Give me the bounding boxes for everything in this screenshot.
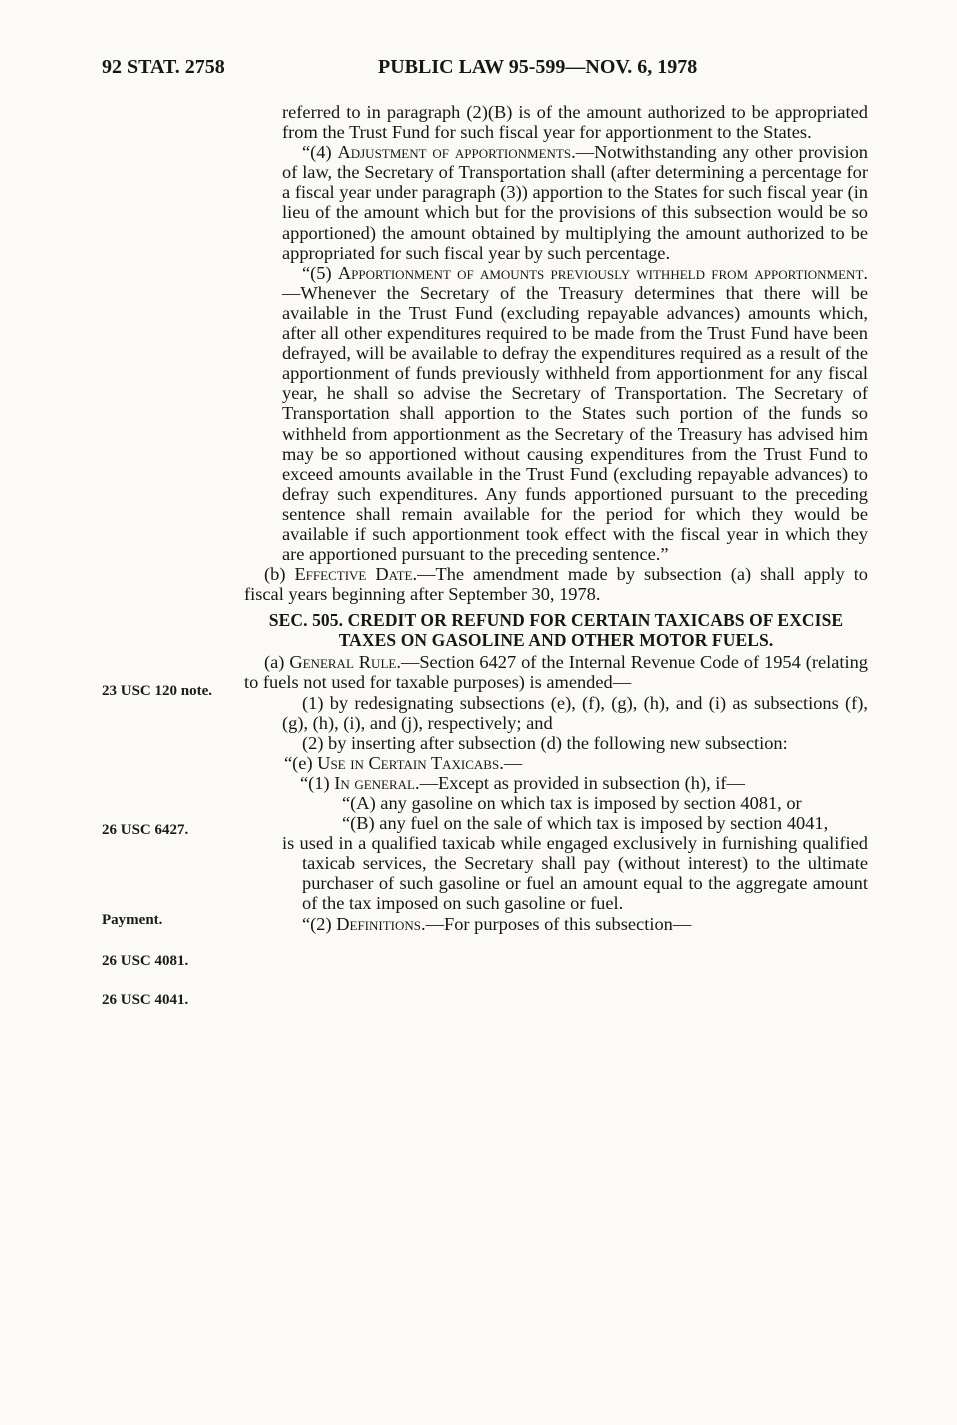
running-title: PUBLIC LAW 95-599—NOV. 6, 1978 <box>378 56 698 78</box>
paragraph-text: —Except as provided in subsection (h), if— <box>419 772 745 793</box>
subsection-heading: General Rule. <box>289 652 401 673</box>
margin-note-26-usc-6427: 26 USC 6427. <box>102 822 189 838</box>
paragraph-text: —For purposes of this subsection— <box>425 913 692 934</box>
paragraph-heading: Definitions. <box>336 913 426 934</box>
document-body <box>244 102 868 934</box>
paragraph-text: —Notwithstanding any other provision of law, the Secretary of Transportation shall (after determining a percentage for a fiscal year under paragraph (3)) apportion to the States for such fiscal year (in lieu of the amount which but for the provisions of this subsection would be so apportioned) the amount obtained by multiplying the amount authorized to be appropriated for such fiscal year by such percentage. <box>282 142 868 263</box>
paragraph-heading: Adjustment of apportionments. <box>337 142 576 163</box>
paragraph-continuation: referred to in paragraph (2)(B) is of the amount authorized to be appropriated from the Trust Fund for such fiscal year for apportionment to the States. <box>282 102 868 143</box>
subsection-text: — <box>503 752 523 773</box>
subparagraph-b-fuel: “(B) any fuel on the sale of which tax is imposed by section 4041, <box>342 813 829 834</box>
paragraph-number: “(5) <box>302 262 338 283</box>
margin-note-23-usc-120: 23 USC 120 note. <box>102 683 213 699</box>
paragraph-number: “(4) <box>302 142 338 163</box>
subsection-text: —Section 6427 of the Internal Revenue Code of 1954 (relating to fuels not used for taxable purposes) is amended— <box>244 652 868 693</box>
page-header <box>0 56 957 82</box>
paragraph-4-adjustment <box>282 142 868 263</box>
subsection-heading: Use in Certain Taxicabs. <box>317 752 504 773</box>
subsection-letter: (b) <box>264 564 295 585</box>
margin-note-26-usc-4041: 26 USC 4041. <box>102 992 189 1008</box>
paragraph-number: “(1) <box>300 772 335 793</box>
paragraph-heading: In general. <box>334 772 420 793</box>
subsection-heading: Effective Date. <box>294 564 418 585</box>
margin-note-26-usc-4081: 26 USC 4081. <box>102 953 189 969</box>
section-505-heading: SEC. 505. CREDIT OR REFUND FOR CERTAIN TAXICABS OF EXCISE TAXES ON GASOLINE AND OTHER MOTOR FUELS. <box>268 610 844 651</box>
paragraph-2-definitions <box>282 914 868 934</box>
paragraph-1-in-general <box>282 773 868 793</box>
paragraph-5-withheld-apportionment <box>282 263 868 564</box>
clause-2-inserting: (2) by inserting after subsection (d) the following new subsection: <box>302 732 788 753</box>
clause-1-redesignating: (1) by redesignating subsections (e), (f), (g), (h), and (i) as subsections (f), (g), (h), (i), and (j), respectively; and <box>282 692 868 733</box>
subsection-letter: (a) <box>264 652 290 673</box>
subparagraph-a-gasoline: “(A) any gasoline on which tax is imposed by section 4081, or <box>342 793 802 813</box>
paragraph-heading: Apportionment of amounts previously withheld from apportionment. <box>337 262 868 283</box>
subsection-a-general-rule <box>244 652 868 692</box>
subsection-letter: “(e) <box>284 752 318 773</box>
subsection-e-taxicabs <box>264 753 868 773</box>
subsection-b-effective-date <box>244 564 868 604</box>
paragraph-1-continuation: is used in a qualified taxicab while engaged exclusively in furnishing qualified taxicab services, the Secretary shall pay (without interest) to the ultimate purchaser of such gasoline or fuel an amount equal to the aggregate amount of the tax imposed on such gasoline or fuel. <box>282 833 868 914</box>
margin-note-payment: Payment. <box>102 912 163 928</box>
statute-page-number: 92 STAT. 2758 <box>102 56 225 78</box>
subsection-text: —The amendment made by subsection (a) shall apply to fiscal years beginning after September 30, 1978. <box>244 564 868 605</box>
paragraph-text: —Whenever the Secretary of the Treasury determines that there will be available in the Trust Fund (excluding repayable advances) amounts which, after all other expenditures required to be made from the Trust Fund have been defrayed, will be available to defray the expenditures required as a result of the apportionment of funds previously withheld from apportionment for any fiscal year, he shall so advise the Secretary of Transportation. The Secretary of Transportation shall apportion to the States such portion of the funds so withheld from apportionment as the Secretary of the Treasury has advised him may be so apportioned without causing expenditures from the Trust Fund to exceed amounts available in the Trust Fund (excluding repayable advances) to defray such expenditures. Any funds apportioned pursuant to the preceding sentence shall remain available for the period for which they would be available if such apportionment took effect with the fiscal year in which they are apportioned pursuant to the preceding sentence.” <box>282 282 868 565</box>
paragraph-number: “(2) <box>302 913 337 934</box>
